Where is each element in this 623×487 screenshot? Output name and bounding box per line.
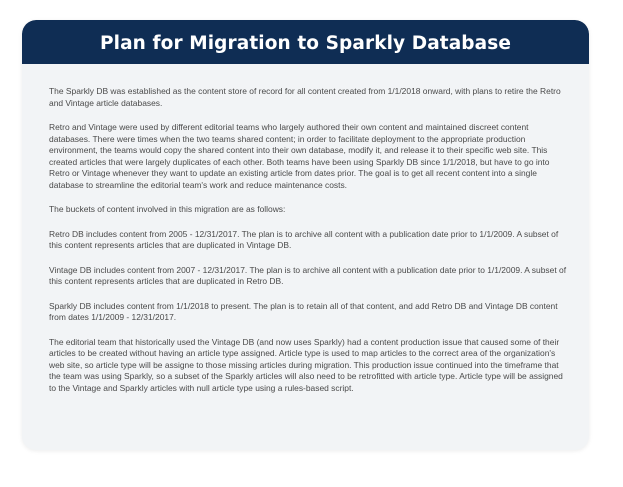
document-card bbox=[22, 20, 589, 450]
page-title: Plan for Migration to Sparkly Database bbox=[100, 32, 511, 54]
paragraph-sparkly-db: Sparkly DB includes content from 1/1/2018 to present. The plan is to retain all of that content, and add Retro DB and Vintage DB content from dates 1/1/2009 - 12/31/2017. bbox=[49, 300, 558, 322]
paragraph-retro-db: Retro DB includes content from 2005 - 12/31/2017. The plan is to archive all content with a publication date prior to 1/1/2009. A subset of this content represents articles that are duplicated in Vintage DB. bbox=[49, 228, 559, 250]
paragraph-article-type-issue: The editorial team that historically used the Vintage DB (and now uses Sparkly) had a content production issue that caused some of their articles to be created without having an article type assigned. Article type is used to map articles to the correct area of the organization's web site, so article type will be assigne to those missing articles during migration. This production issue continued into the timeframe that the team was using Sparkly, so a subset of the Sparkly articles will also need to be retrofitted with article type. Article type will be assigned to the Vintage and Sparkly articles with null article type using a rules-based script. bbox=[49, 336, 563, 393]
header-banner bbox=[22, 20, 589, 64]
paragraph-background: Retro and Vintage were used by different editorial teams who largely authored their own content and maintained discreet content databases. There were times when the two teams shared content; in order to facilitate deployment to the appropriate production environment, the teams would copy the shared content into their own database, modify it, and release it to their specific web site. This created articles that were largely duplicates of each other. Both teams have been using Sparkly DB since 1/1/2018, but have to go into Retro or Vintage whenever they want to update an existing article from dates prior. The goal is to get all recent content into a single database to streamline the editorial team's work and reduce maintenance costs. bbox=[49, 122, 550, 190]
paragraph-buckets-intro: The buckets of content involved in this migration are as follows: bbox=[49, 204, 286, 214]
document-body bbox=[22, 64, 589, 394]
paragraph-intro: The Sparkly DB was established as the content store of record for all content created from 1/1/2018 onward, with plans to retire the Retro and Vintage article databases. bbox=[49, 86, 561, 108]
paragraph-vintage-db: Vintage DB includes content from 2007 - 12/31/2017. The plan is to archive all content with a publication date prior to 1/1/2009. A subset of this content represents articles that are duplicated in Retro DB. bbox=[49, 264, 567, 286]
